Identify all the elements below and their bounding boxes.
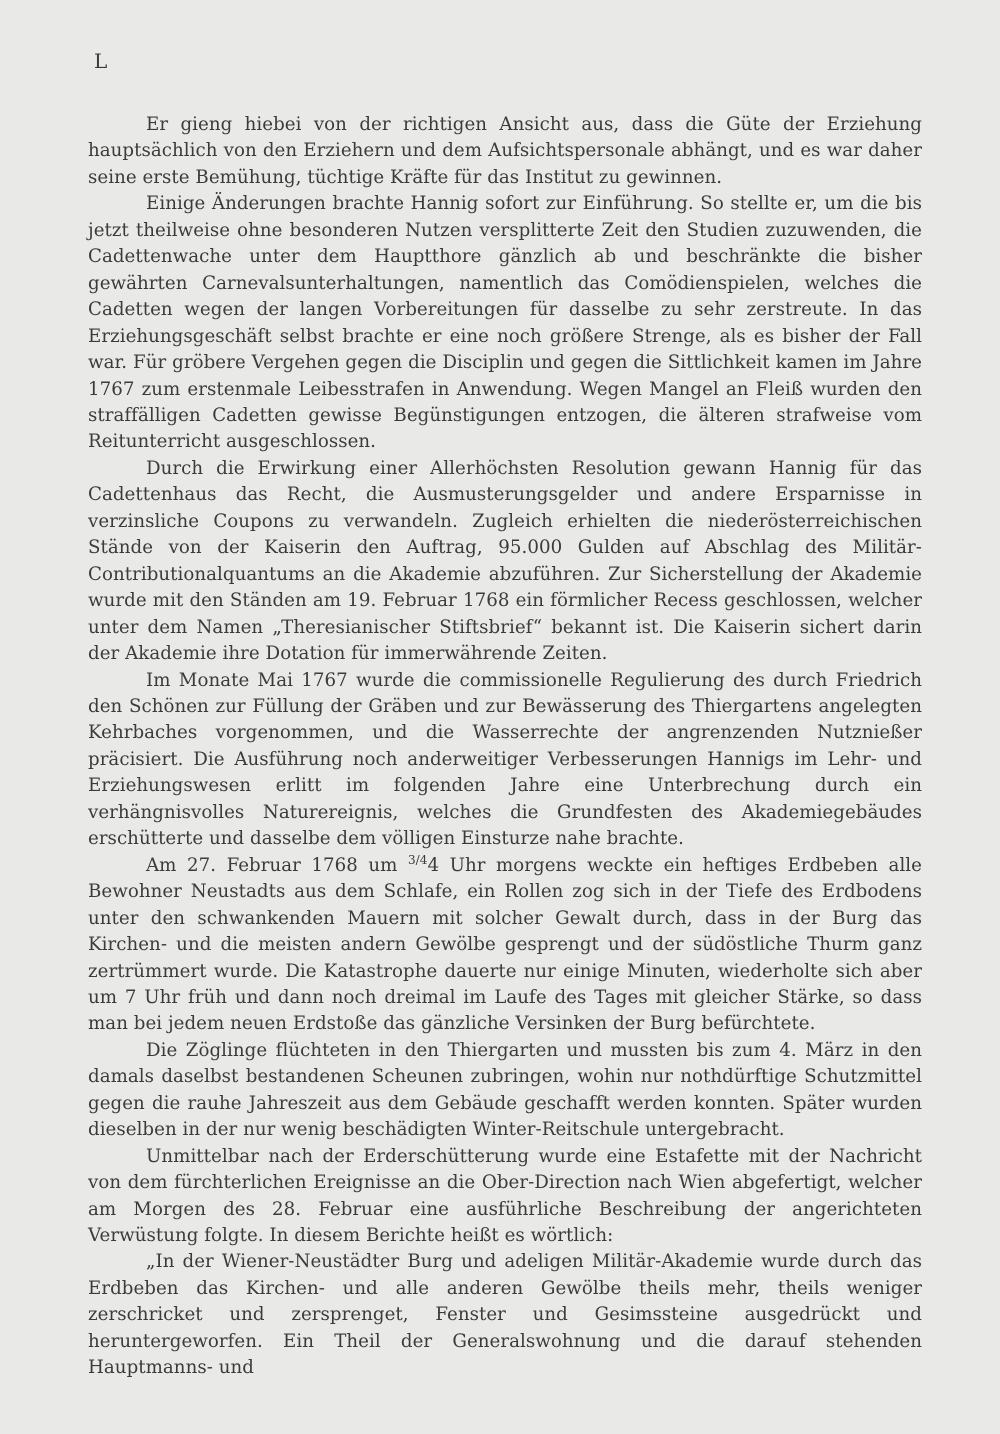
paragraph-5 (88, 853, 922, 1038)
body-text (88, 112, 922, 1382)
page-number: L (94, 49, 108, 73)
paragraph-6: Die Zöglinge flüchteten in den Thiergarten und mussten bis zum 4. März in den damals daselbst bestandenen Scheunen zubringen, wohin nur nothdürftige Schutzmittel gegen die rauhe Jahreszeit aus dem Gebäude geschafft werden konnten. Später wurden dieselben in der nur wenig beschädigten Winter-Reitschule untergebracht. (88, 1039, 922, 1141)
paragraph-2: Einige Änderungen brachte Hannig sofort zur Einführung. So stellte er, um die bis jetzt theilweise ohne besonderen Nutzen versplitterte Zeit den Studien zuzuwenden, die Cadettenwache unter dem Hauptthore gänzlich ab und beschränkte die bisher gewährten Carnevalsunterhaltungen, namentlich das Comödienspielen, welches die Cadetten wegen der langen Vorbereitungen für dasselbe zu sehr zerstreute. In das Erziehungsgeschäft selbst brachte er eine noch größere Strenge, als es bisher der Fall war. Für gröbere Vergehen gegen die Disciplin und gegen die Sittlichkeit kamen im Jahre 1767 zum erstenmale Leibesstrafen in Anwendung. Wegen Mangel an Fleiß wurden den straffälligen Cadetten gewisse Begünstigungen entzogen, die älteren strafweise vom Reitunterricht ausgeschlossen. (88, 193, 922, 453)
paragraph-5-start: Am 27. Februar 1768 um (146, 854, 408, 876)
paragraph-7: Unmittelbar nach der Erderschütterung wurde eine Estafette mit der Nachricht von dem fürchterlichen Ereignisse an die Ober-Direction nach Wien abgefertigt, welcher am Morgen des 28. Februar eine ausführliche Beschreibung der angerichteten Verwüstung folgte. In diesem Berichte heißt es wörtlich: (88, 1145, 922, 1247)
paragraph-1: Er gieng hiebei von der richtigen Ansicht aus, dass die Güte der Erziehung hauptsächlich von den Erziehern und dem Aufsichtspersonale abhängt, und es war daher seine erste Bemühung, tüchtige Kräfte für das Institut zu gewinnen. (88, 114, 922, 188)
quoted-report: „In der Wiener-Neustädter Burg und adeligen Militär-Akademie wurde durch das Erdbeben das Kirchen- und alle anderen Gewölbe theils mehr, theils weniger zerschricket und zersprenget, Fenster und Gesimssteine ausgedrückt und heruntergeworfen. Ein Theil der Generalswohnung und die darauf stehenden Hauptmanns- und (88, 1251, 922, 1379)
paragraph-5-rest: 4 Uhr morgens weckte ein heftiges Erdbeben alle Bewohner Neustadts aus dem Schlafe, ein Rollen zog sich in der Tiefe des Erdbodens unter den schwankenden Mauern mit solcher Gewalt durch, dass in der Burg das Kirchen- und die meisten andern Gewölbe gesprengt und der südöstliche Thurm ganz zertrümmert wurde. Die Katastrophe dauerte nur einige Minuten, wiederholte sich aber um 7 Uhr früh und dann noch dreimal im Laufe des Tages mit gleicher Stärke, so dass man bei jedem neuen Erdstoße das gänzliche Versinken der Burg befürchtete. (88, 854, 922, 1035)
paragraph-4: Im Monate Mai 1767 wurde die commissionelle Regulierung des durch Friedrich den Schönen zur Füllung der Gräben und zur Bewässerung des Thiergartens angelegten Kehrbaches vorgenommen, und die Wasserrechte der angrenzenden Nutznießer präcisiert. Die Ausführung noch anderweitiger Verbesserungen Hannigs im Lehr- und Erziehungswesen erlitt im folgenden Jahre eine Unterbrechung durch ein verhängnisvolles Naturereignis, welches die Grundfesten des Akademiegebäudes erschütterte und dasselbe dem völligen Einsturze nahe brachte. (88, 669, 922, 850)
paragraph-3: Durch die Erwirkung einer Allerhöchsten Resolution gewann Hannig für das Cadettenhaus das Recht, die Ausmusterungsgelder und andere Ersparnisse in verzinsliche Coupons zu verwandeln. Zugleich erhielten die niederösterreichischen Stände von der Kaiserin den Auftrag, 95.000 Gulden auf Abschlag des Militär-Contributionalquantums an die Akademie abzuführen. Zur Sicherstellung der Akademie wurde mit den Ständen am 19. Februar 1768 ein förmlicher Recess geschlossen, welcher unter dem Namen „Theresianischer Stiftsbrief“ bekannt ist. Die Kaiserin sichert darin der Akademie ihre Dotation für immerwährende Zeiten. (88, 457, 922, 665)
time-fraction: 3/4 (407, 852, 428, 867)
